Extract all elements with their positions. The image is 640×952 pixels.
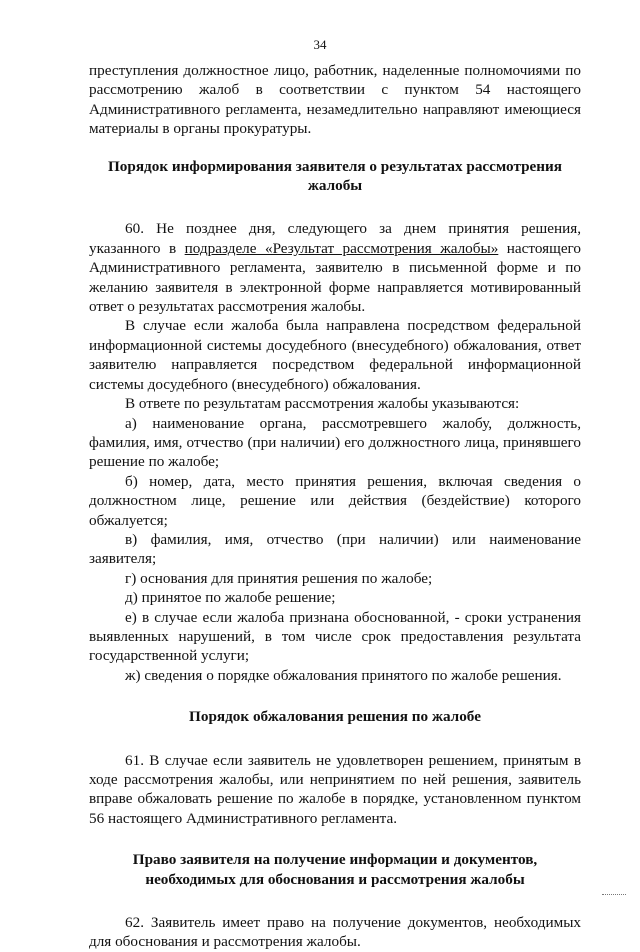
- subsection-link[interactable]: подразделе «Результат рассмотрения жалобы»: [184, 239, 499, 257]
- intro-paragraph: преступления должностное лицо, работник, наделенные полномочиями по рассмотрению жалоб в соответствии с пунктом 54 настоящего Административного регламента, незамедлительно направляют имеющиеся материалы в органы прокуратуры.: [89, 62, 581, 138]
- paragraph-federal-system: В случае если жалоба была направлена посредством федеральной информационной системы досудебного (внесудебного) обжалования, ответ заявителю направляется посредством федеральной информационной системы досудебного (внесудебного) обжалования.: [89, 317, 581, 393]
- paragraph-answer-intro: В ответе по результатам рассмотрения жалобы указываются:: [125, 395, 520, 413]
- scan-mark: [602, 894, 626, 897]
- paragraph-62: 62. Заявитель имеет право на получение документов, необходимых для обоснования и рассмотрения жалобы.: [89, 914, 581, 951]
- paragraph-60-start: 60. Не позднее дня, следующего за днем принятия решения, указанного в: [89, 220, 581, 257]
- heading-informing: Порядок информирования заявителя о результатах рассмотрения жалобы: [107, 157, 563, 195]
- page-number: 34: [313, 37, 327, 52]
- list-item-e: е) в случае если жалоба признана обоснованной, - сроки устранения выявленных нарушений, в том числе срок предоставления результата государственной услуги;: [89, 608, 581, 665]
- list-item-a: а) наименование органа, рассмотревшего жалобу, должность, фамилия, имя, отчество (при наличии) его должностного лица, принявшего решение по жалобе;: [89, 414, 581, 471]
- paragraph-60-end: настоящего Административного регламента, заявителю в письменной форме и по желанию заявителя в электронной форме направляется мотивированный ответ о результатах рассмотрения жалобы.: [89, 239, 582, 316]
- heading-rights-line-1: Право заявителя на получение информации и документов,: [132, 851, 538, 869]
- heading-appeal: Порядок обжалования решения по жалобе: [189, 708, 481, 726]
- heading-rights: [89, 850, 581, 889]
- paragraph-60: [89, 219, 581, 316]
- paragraph-61: 61. В случае если заявитель не удовлетворен решением, принятым в ходе рассмотрения жалобы, или непринятием по ней решения, заявитель вправе обжаловать решение по жалобе в порядке, установленном пунктом 56 настоящего Административного регламента.: [89, 751, 581, 827]
- list-item-g: г) основания для принятия решения по жалобе;: [125, 569, 433, 587]
- list-item-d: д) принятое по жалобе решение;: [125, 589, 336, 607]
- list-item-zh: ж) сведения о порядке обжалования принятого по жалобе решения.: [125, 666, 562, 684]
- heading-rights-line-2: необходимых для обоснования и рассмотрения жалобы: [145, 870, 525, 888]
- document-body: [89, 61, 581, 952]
- list-item-v: в) фамилия, имя, отчество (при наличии) или наименование заявителя;: [89, 530, 581, 568]
- list-item-b: б) номер, дата, место принятия решения, включая сведения о должностном лице, решение или действия (бездействие) которого обжалуется;: [89, 472, 581, 529]
